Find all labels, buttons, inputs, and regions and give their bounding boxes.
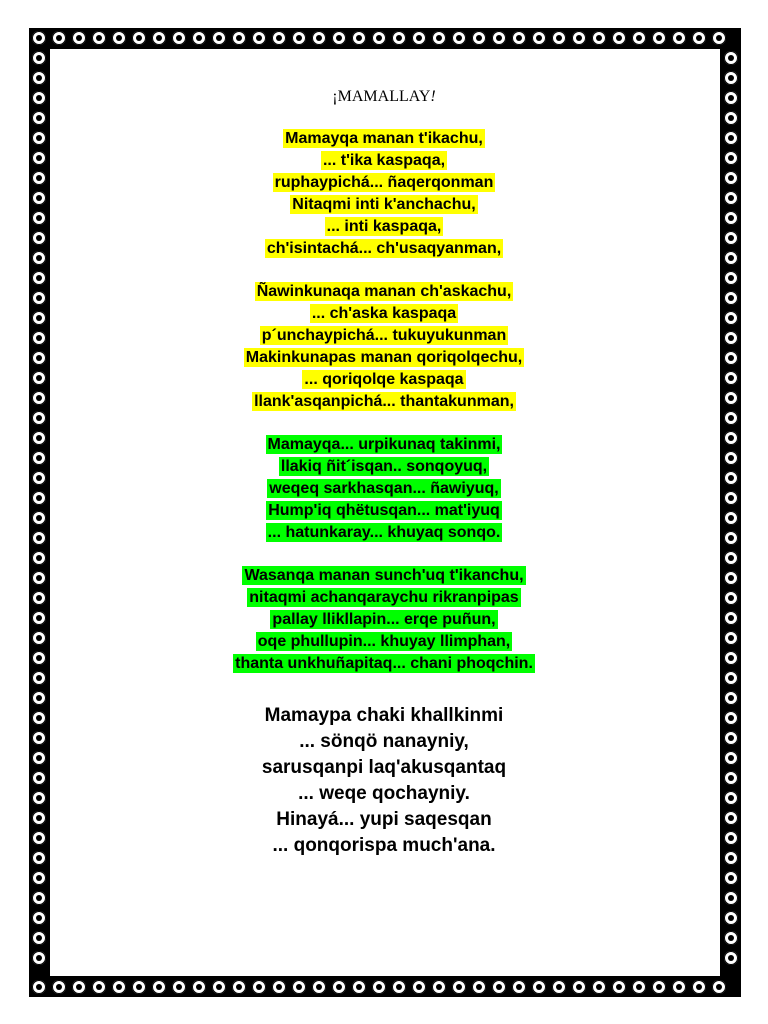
border-flower-icon xyxy=(272,980,286,994)
border-flower-icon xyxy=(724,711,738,725)
border-flower-icon xyxy=(32,31,46,45)
poem-line: ruphaypichá... ñaqerqonman xyxy=(274,174,494,191)
border-flower-icon xyxy=(32,471,46,485)
poem-line: Mamaypa chaki khallkinmi xyxy=(264,705,504,726)
border-flower-icon xyxy=(724,931,738,945)
border-flower-icon xyxy=(724,611,738,625)
border-flower-icon xyxy=(352,980,366,994)
stanza-2 xyxy=(60,281,708,413)
border-flower-icon xyxy=(472,31,486,45)
border-flower-icon xyxy=(32,331,46,345)
border-flower-icon xyxy=(612,31,626,45)
border-flower-icon xyxy=(724,251,738,265)
poem-line: llakiq ñit´isqan.. sonqoyuq, xyxy=(280,458,488,475)
border-flower-icon xyxy=(724,871,738,885)
border-flower-icon xyxy=(32,980,46,994)
border-flower-icon xyxy=(652,980,666,994)
poem-line: Nitaqmi inti k'anchachu, xyxy=(292,196,476,213)
border-flower-icon xyxy=(32,571,46,585)
stanza-3 xyxy=(60,434,708,544)
border-flower-icon xyxy=(724,891,738,905)
border-flower-icon xyxy=(212,31,226,45)
border-flower-icon xyxy=(32,791,46,805)
border-flower-icon xyxy=(32,551,46,565)
border-flower-icon xyxy=(572,980,586,994)
border-flower-icon xyxy=(432,980,446,994)
border-flower-icon xyxy=(724,311,738,325)
border-flower-icon xyxy=(592,31,606,45)
border-flower-icon xyxy=(724,171,738,185)
border-flower-icon xyxy=(252,980,266,994)
border-flower-icon xyxy=(192,31,206,45)
border-flower-icon xyxy=(292,31,306,45)
poem-line: Ñawinkunaqa manan ch'askachu, xyxy=(256,283,512,300)
border-flower-icon xyxy=(132,980,146,994)
border-flower-icon xyxy=(724,851,738,865)
border-flower-icon xyxy=(92,31,106,45)
border-flower-icon xyxy=(724,351,738,365)
poem-line: sarusqanpi laq'akusqantaq xyxy=(261,757,507,778)
border-flower-icon xyxy=(724,211,738,225)
poem-title xyxy=(60,88,708,106)
border-flower-icon xyxy=(724,371,738,385)
border-flower-icon xyxy=(724,731,738,745)
border-flower-icon xyxy=(724,51,738,65)
border-flower-icon xyxy=(32,591,46,605)
border-flower-icon xyxy=(724,831,738,845)
border-flower-icon xyxy=(372,31,386,45)
border-flower-icon xyxy=(32,731,46,745)
border-flower-icon xyxy=(724,531,738,545)
border-flower-icon xyxy=(132,31,146,45)
poem-line: ... ch'aska kaspaqa xyxy=(311,305,457,322)
border-flower-icon xyxy=(232,980,246,994)
border-flower-icon xyxy=(32,111,46,125)
border-flower-icon xyxy=(92,980,106,994)
border-flower-icon xyxy=(452,980,466,994)
border-flower-icon xyxy=(724,791,738,805)
border-flower-icon xyxy=(592,980,606,994)
poem xyxy=(60,80,708,880)
border-flower-icon xyxy=(724,451,738,465)
title-close-mark: ! xyxy=(430,88,436,105)
poem-line: ... hatunkaray... khuyaq sonqo. xyxy=(267,524,501,541)
border-flower-icon xyxy=(412,31,426,45)
poem-line: ... qonqorispa much'ana. xyxy=(272,835,496,856)
border-flower-icon xyxy=(712,31,726,45)
poem-line: nitaqmi achanqaraychu rikranpipas xyxy=(249,589,519,606)
border-flower-icon xyxy=(312,980,326,994)
poem-line: ... inti kaspaqa, xyxy=(326,218,442,235)
border-flower-icon xyxy=(724,951,738,965)
border-flower-icon xyxy=(724,111,738,125)
border-flower-icon xyxy=(724,191,738,205)
border-flower-icon xyxy=(552,980,566,994)
border-flower-icon xyxy=(512,980,526,994)
border-flower-icon xyxy=(724,551,738,565)
poem-line: Makinkunapas manan qoriqolqechu, xyxy=(245,349,523,366)
stanza-1 xyxy=(60,128,708,260)
border-flower-icon xyxy=(724,471,738,485)
border-flower-icon xyxy=(452,31,466,45)
poem-line: ... sönqö nanayniy, xyxy=(299,731,469,752)
border-flower-icon xyxy=(32,431,46,445)
poem-line: Mamayqa manan t'ikachu, xyxy=(285,130,483,147)
border-flower-icon xyxy=(32,311,46,325)
border-flower-icon xyxy=(724,811,738,825)
poem-line: p´unchaypichá... tukuyukunman xyxy=(261,327,507,344)
border-flower-icon xyxy=(72,31,86,45)
border-flower-icon xyxy=(32,291,46,305)
border-flower-icon xyxy=(32,951,46,965)
border-flower-icon xyxy=(32,771,46,785)
poem-line: pallay llikllapin... erqe puñun, xyxy=(272,611,496,628)
border-flower-icon xyxy=(172,980,186,994)
poem-line: oqe phullupin... khuyay llimphan, xyxy=(257,633,511,650)
border-flower-icon xyxy=(692,31,706,45)
border-flower-icon xyxy=(724,571,738,585)
border-flower-icon xyxy=(32,191,46,205)
border-flower-icon xyxy=(272,31,286,45)
poem-line: Wasanqa manan sunch'uq t'ikanchu, xyxy=(244,567,524,584)
border-flower-icon xyxy=(32,211,46,225)
border-flower-icon xyxy=(32,871,46,885)
border-flower-icon xyxy=(724,411,738,425)
border-flower-icon xyxy=(32,351,46,365)
border-flower-icon xyxy=(152,980,166,994)
border-flower-icon xyxy=(32,631,46,645)
border-flower-icon xyxy=(212,980,226,994)
border-flower-icon xyxy=(332,31,346,45)
border-flower-icon xyxy=(112,980,126,994)
border-flower-icon xyxy=(32,811,46,825)
final-stanza xyxy=(60,703,708,859)
border-flower-icon xyxy=(724,911,738,925)
border-flower-icon xyxy=(724,131,738,145)
border-flower-icon xyxy=(32,851,46,865)
border-flower-icon xyxy=(32,251,46,265)
border-flower-icon xyxy=(152,31,166,45)
border-flower-icon xyxy=(724,291,738,305)
border-flower-icon xyxy=(724,271,738,285)
border-flower-icon xyxy=(32,451,46,465)
border-flower-icon xyxy=(352,31,366,45)
border-flower-icon xyxy=(32,891,46,905)
border-flower-icon xyxy=(532,980,546,994)
border-flower-icon xyxy=(724,591,738,605)
border-flower-icon xyxy=(724,151,738,165)
border-flower-icon xyxy=(332,980,346,994)
poem-line: thanta unkhuñapitaq... chani phoqchin. xyxy=(235,655,533,672)
border-flower-icon xyxy=(32,511,46,525)
border-flower-icon xyxy=(392,980,406,994)
border-flower-icon xyxy=(32,371,46,385)
border-flower-icon xyxy=(32,71,46,85)
border-flower-icon xyxy=(32,931,46,945)
border-flower-icon xyxy=(32,911,46,925)
border-flower-icon xyxy=(724,511,738,525)
border-flower-icon xyxy=(32,531,46,545)
border-flower-icon xyxy=(412,980,426,994)
poem-line: ... qoriqolqe kaspaqa xyxy=(304,371,464,388)
border-flower-icon xyxy=(392,31,406,45)
poem-line: Mamayqa... urpikunaq takinmi, xyxy=(267,436,501,453)
border-flower-icon xyxy=(512,31,526,45)
poem-line: llank'asqanpichá... thantakunman, xyxy=(254,393,514,410)
border-flower-icon xyxy=(32,231,46,245)
border-flower-icon xyxy=(692,980,706,994)
title-open-mark: ¡ xyxy=(332,88,338,105)
border-flower-icon xyxy=(32,271,46,285)
border-flower-icon xyxy=(32,711,46,725)
poem-line: Hinayá... yupi saqesqan xyxy=(276,809,492,830)
border-flower-icon xyxy=(672,31,686,45)
border-flower-icon xyxy=(724,631,738,645)
border-flower-icon xyxy=(724,651,738,665)
border-flower-icon xyxy=(372,980,386,994)
border-flower-icon xyxy=(32,831,46,845)
border-flower-icon xyxy=(724,71,738,85)
border-flower-icon xyxy=(292,980,306,994)
border-flower-icon xyxy=(232,31,246,45)
border-flower-icon xyxy=(32,491,46,505)
border-flower-icon xyxy=(32,691,46,705)
border-flower-icon xyxy=(724,491,738,505)
border-flower-icon xyxy=(172,31,186,45)
border-flower-icon xyxy=(632,31,646,45)
border-flower-icon xyxy=(32,411,46,425)
title-word: MAMALLAY xyxy=(337,88,431,105)
border-flower-icon xyxy=(492,31,506,45)
border-flower-icon xyxy=(724,331,738,345)
poem-line: weqeq sarkhasqan... ñawiyuq, xyxy=(269,480,499,497)
border-flower-icon xyxy=(632,980,646,994)
border-flower-icon xyxy=(612,980,626,994)
border-flower-icon xyxy=(724,751,738,765)
border-flower-icon xyxy=(52,31,66,45)
border-flower-icon xyxy=(724,691,738,705)
border-flower-icon xyxy=(312,31,326,45)
poem-line: Hump'iq qhëtusqan... mat'iyuq xyxy=(268,502,500,519)
border-flower-icon xyxy=(32,131,46,145)
border-flower-icon xyxy=(712,980,726,994)
border-flower-icon xyxy=(724,91,738,105)
border-flower-icon xyxy=(492,980,506,994)
border-flower-icon xyxy=(724,231,738,245)
border-flower-icon xyxy=(724,431,738,445)
border-flower-icon xyxy=(32,651,46,665)
border-flower-icon xyxy=(572,31,586,45)
border-flower-icon xyxy=(192,980,206,994)
poem-line: ch'isintachá... ch'usaqyanman, xyxy=(266,240,502,257)
border-flower-icon xyxy=(532,31,546,45)
border-flower-icon xyxy=(32,151,46,165)
border-flower-icon xyxy=(252,31,266,45)
border-flower-icon xyxy=(724,391,738,405)
border-flower-icon xyxy=(724,671,738,685)
border-flower-icon xyxy=(32,391,46,405)
poem-line: ... t'ika kaspaqa, xyxy=(322,152,446,169)
border-flower-icon xyxy=(652,31,666,45)
border-flower-icon xyxy=(52,980,66,994)
border-flower-icon xyxy=(672,980,686,994)
border-flower-icon xyxy=(472,980,486,994)
border-flower-icon xyxy=(432,31,446,45)
border-flower-icon xyxy=(112,31,126,45)
poem-line: ... weqe qochayniy. xyxy=(298,783,470,804)
border-flower-icon xyxy=(32,671,46,685)
border-flower-icon xyxy=(32,91,46,105)
border-flower-icon xyxy=(72,980,86,994)
border-flower-icon xyxy=(724,771,738,785)
border-flower-icon xyxy=(552,31,566,45)
border-flower-icon xyxy=(32,51,46,65)
border-flower-icon xyxy=(32,171,46,185)
stanza-4 xyxy=(60,565,708,675)
border-flower-icon xyxy=(32,611,46,625)
border-flower-icon xyxy=(32,751,46,765)
